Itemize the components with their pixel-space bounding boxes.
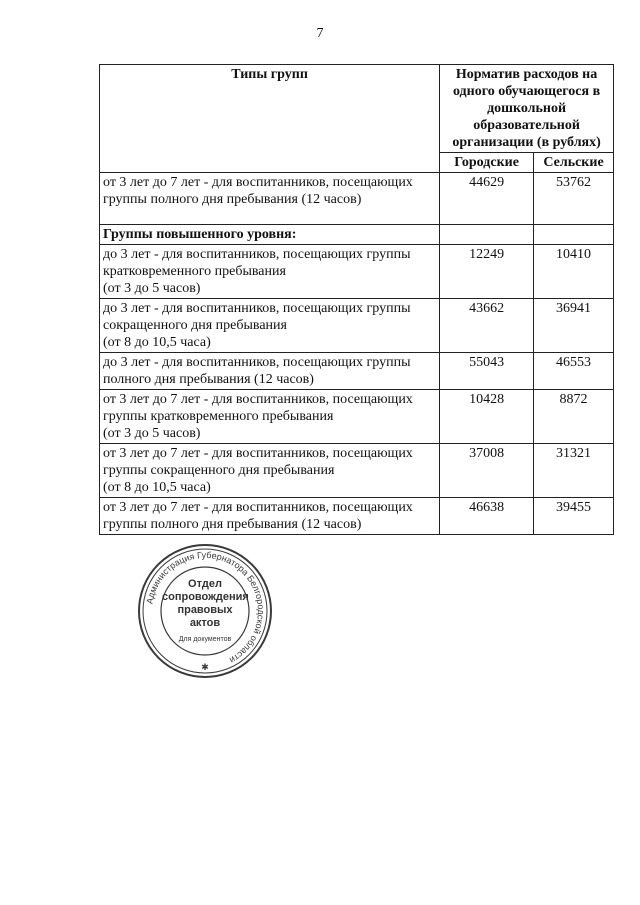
row-label-line: от 3 лет до 7 лет - для воспитанников, посещающих — [103, 500, 413, 515]
rural-value: 31321 — [534, 444, 614, 498]
stamp-bottom-label: Для документов — [178, 636, 232, 643]
row-label-line: (от 8 до 10,5 часа) — [103, 335, 211, 350]
table-row — [100, 444, 614, 498]
official-stamp — [136, 542, 274, 680]
row-label — [100, 353, 440, 390]
star-icon: ✱ — [201, 662, 209, 672]
urban-value: 43662 — [440, 299, 534, 353]
row-label — [100, 444, 440, 498]
rural-value: 39455 — [534, 498, 614, 535]
row-label: от 3 лет до 7 лет - для воспитанников, посещающих группы полного дня пребывания (12 часов) — [100, 173, 440, 225]
norms-table — [99, 64, 614, 535]
urban-value: 46638 — [440, 498, 534, 535]
urban-value: 37008 — [440, 444, 534, 498]
table-row — [100, 353, 614, 390]
row-label-line: от 3 лет до 7 лет - для воспитанников, посещающих — [103, 446, 413, 461]
header-group-types: Типы групп — [100, 65, 440, 173]
row-label-line: (от 8 до 10,5 часа) — [103, 480, 211, 495]
row-label-line: до 3 лет - для воспитанников, посещающих группы — [103, 301, 411, 316]
table-row — [100, 245, 614, 299]
row-label-line: (от 3 до 5 часов) — [103, 426, 201, 441]
stamp-center-text — [162, 578, 248, 630]
row-label-line: до 3 лет - для воспитанников, посещающих группы — [103, 247, 411, 262]
urban-value: 12249 — [440, 245, 534, 299]
table-header-row — [100, 65, 614, 153]
rural-value: 10410 — [534, 245, 614, 299]
urban-value: 55043 — [440, 353, 534, 390]
row-label-line: группы кратковременного пребывания — [103, 409, 334, 424]
row-label — [100, 245, 440, 299]
row-label-line: полного дня пребывания (12 часов) — [103, 372, 314, 387]
table-row — [100, 173, 614, 225]
stamp-center-line: Отдел — [188, 578, 222, 590]
row-label-line: от 3 лет до 7 лет - для воспитанников, посещающих — [103, 392, 413, 407]
table-row — [100, 390, 614, 444]
section-empty-urban — [440, 225, 534, 245]
row-label-line: кратковременного пребывания — [103, 264, 286, 279]
rural-value: 53762 — [534, 173, 614, 225]
rural-value: 8872 — [534, 390, 614, 444]
row-label — [100, 390, 440, 444]
table-row — [100, 299, 614, 353]
stamp-center-line: правовых — [177, 604, 233, 616]
urban-value: 10428 — [440, 390, 534, 444]
rural-value: 36941 — [534, 299, 614, 353]
urban-value: 44629 — [440, 173, 534, 225]
page-number: 7 — [316, 26, 324, 41]
section-row — [100, 225, 614, 245]
row-label-line: группы полного дня пребывания (12 часов) — [103, 517, 362, 532]
table-row — [100, 498, 614, 535]
row-label-line: (от 3 до 5 часов) — [103, 281, 201, 296]
stamp-ring-textpath: Администрация Губернатора Белгородской области — [144, 549, 267, 666]
row-label — [100, 498, 440, 535]
row-label-line: сокращенного дня пребывания — [103, 318, 287, 333]
header-urban: Городские — [440, 153, 534, 173]
section-empty-rural — [534, 225, 614, 245]
row-label — [100, 299, 440, 353]
section-label: Группы повышенного уровня: — [100, 225, 440, 245]
row-label-line: группы сокращенного дня пребывания — [103, 463, 335, 478]
header-cost-norm: Норматив расходов на одного обучающегося в дошкольной образовательной организации (в рублях) — [440, 65, 614, 153]
rural-value: 46553 — [534, 353, 614, 390]
header-rural: Сельские — [534, 153, 614, 173]
row-label-line: до 3 лет - для воспитанников, посещающих группы — [103, 355, 411, 370]
stamp-center-line: актов — [189, 617, 221, 629]
stamp-center-line: сопровождения — [162, 591, 249, 603]
